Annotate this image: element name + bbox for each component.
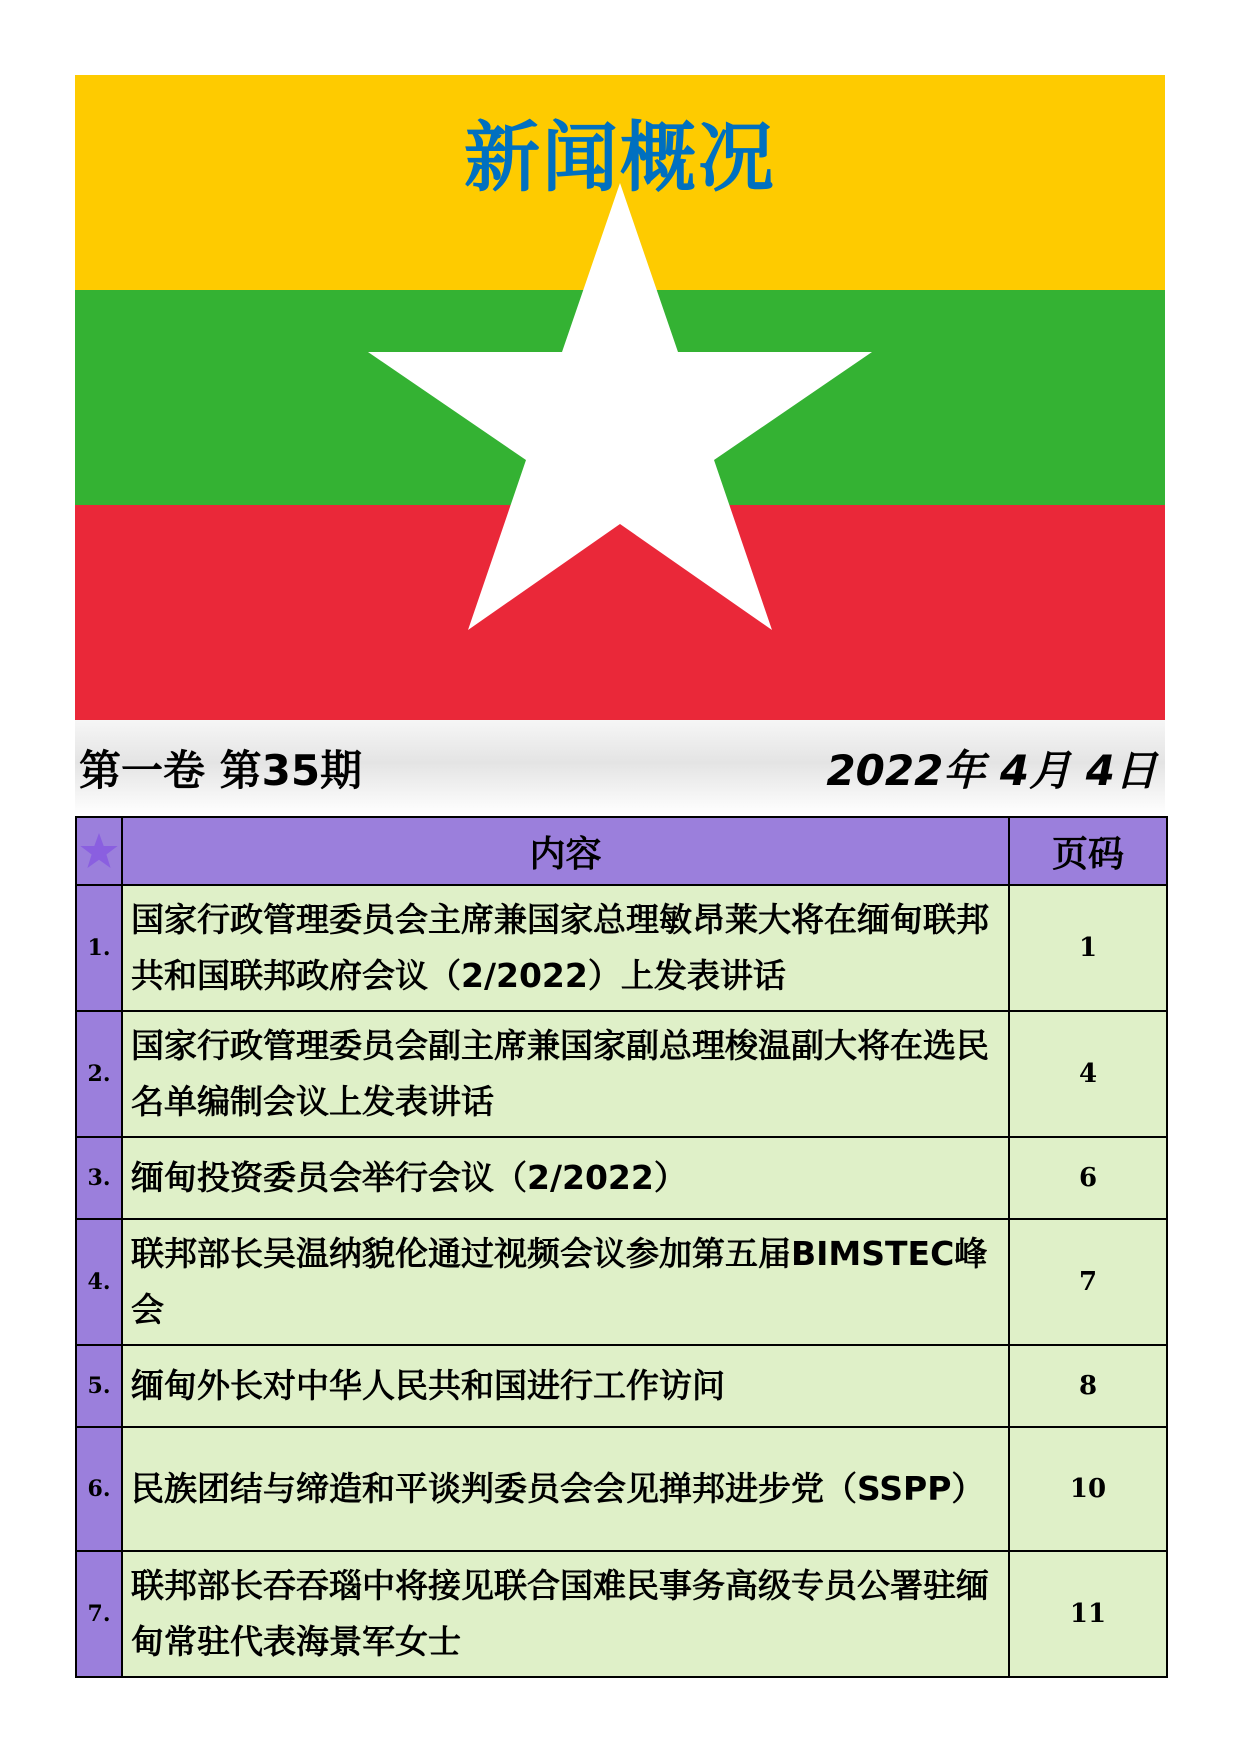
table-row[interactable]	[76, 1011, 1167, 1137]
item-page: 8	[1009, 1345, 1167, 1427]
table-row[interactable]	[76, 1427, 1167, 1551]
item-page: 6	[1009, 1137, 1167, 1219]
item-number: 2.	[76, 1011, 122, 1137]
table-row[interactable]	[76, 1219, 1167, 1345]
column-header-content: 内容	[122, 817, 1009, 885]
table-row[interactable]	[76, 1137, 1167, 1219]
table-row[interactable]	[76, 1551, 1167, 1677]
item-number: 5.	[76, 1345, 122, 1427]
item-title[interactable]: 民族团结与缔造和平谈判委员会会见掸邦进步党（SSPP）	[122, 1427, 1009, 1551]
table-of-contents	[75, 816, 1168, 1678]
item-title[interactable]: 国家行政管理委员会主席兼国家总理敏昂莱大将在缅甸联邦共和国联邦政府会议（2/2022）上发表讲话	[122, 885, 1009, 1011]
item-page: 7	[1009, 1219, 1167, 1345]
toc-header-row	[76, 817, 1167, 885]
page-title: 新闻概况	[464, 113, 776, 202]
issue-volume: 第一卷 第35期	[79, 746, 363, 795]
item-title[interactable]: 缅甸外长对中华人民共和国进行工作访问	[122, 1345, 1009, 1427]
item-page: 4	[1009, 1011, 1167, 1137]
item-number: 6.	[76, 1427, 122, 1551]
table-row[interactable]	[76, 885, 1167, 1011]
issue-date: 2022年 4月 4日	[826, 746, 1157, 795]
item-page: 1	[1009, 885, 1167, 1011]
item-page: 10	[1009, 1427, 1167, 1551]
item-page: 11	[1009, 1551, 1167, 1677]
item-title[interactable]: 缅甸投资委员会举行会议（2/2022）	[122, 1137, 1009, 1219]
item-number: 3.	[76, 1137, 122, 1219]
item-title[interactable]: 联邦部长吴温纳貌伦通过视频会议参加第五届BIMSTEC峰会	[122, 1219, 1009, 1345]
issue-bar	[75, 720, 1165, 815]
item-title[interactable]: 国家行政管理委员会副主席兼国家副总理梭温副大将在选民名单编制会议上发表讲话	[122, 1011, 1009, 1137]
item-number: 7.	[76, 1551, 122, 1677]
header-star-cell	[76, 817, 122, 885]
myanmar-flag-banner	[75, 75, 1165, 720]
item-title[interactable]: 联邦部长吞吞瑙中将接见联合国难民事务高级专员公署驻缅甸常驻代表海景军女士	[122, 1551, 1009, 1677]
star-icon	[79, 831, 119, 871]
column-header-page: 页码	[1009, 817, 1167, 885]
item-number: 1.	[76, 885, 122, 1011]
item-number: 4.	[76, 1219, 122, 1345]
table-row[interactable]	[76, 1345, 1167, 1427]
